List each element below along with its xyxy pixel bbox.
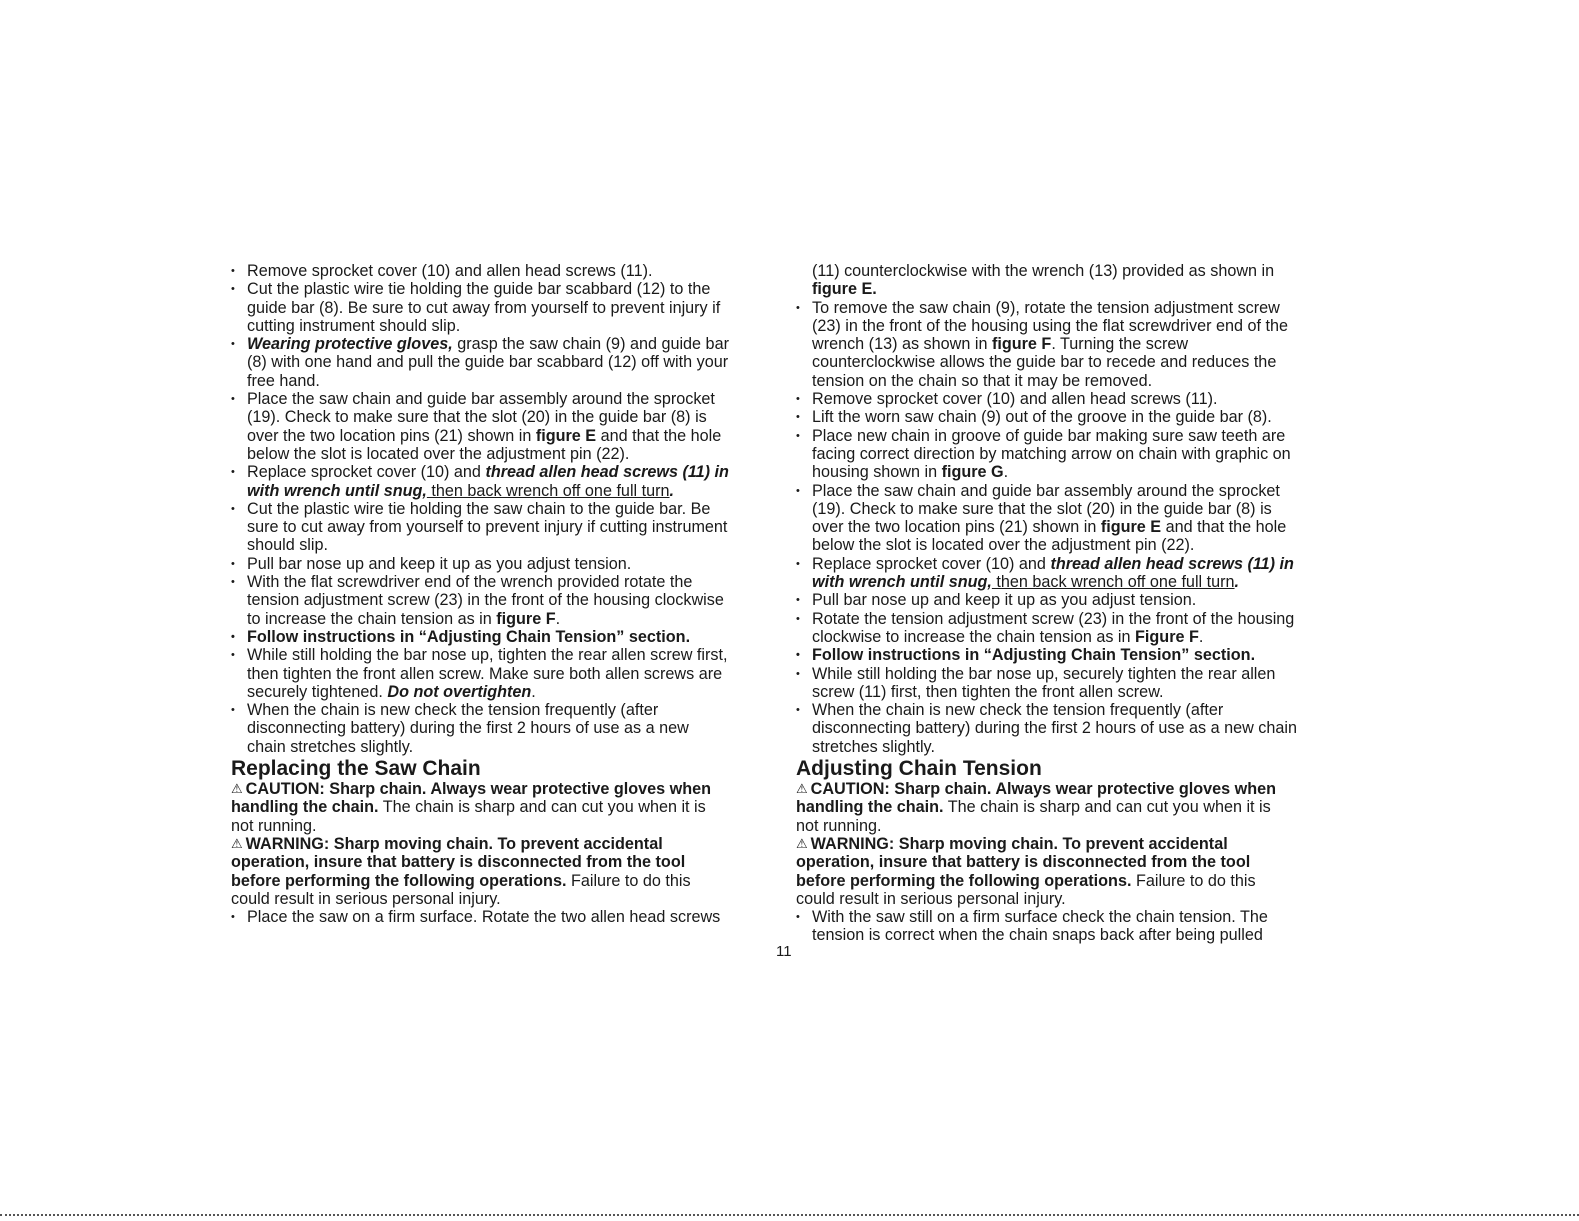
left-column <box>231 262 771 926</box>
list-item-continuation: wrench (13) as shown in figure F. Turning the screw <box>812 335 1189 354</box>
list-item: • Cut the plastic wire tie holding the guide bar scabbard (12) to the <box>231 280 771 298</box>
caution-line: not running. <box>231 816 317 835</box>
list-item: • When the chain is new check the tension frequently (after <box>231 701 771 719</box>
list-item: • Replace sprocket cover (10) and thread allen head screws (11) in <box>231 463 771 481</box>
list-item: • Place the saw chain and guide bar assembly around the sprocket <box>231 390 771 408</box>
list-item-continuation: cutting instrument should slip. <box>247 316 461 335</box>
warning-line: ⚠ WARNING: Sharp moving chain. To prevent accidental <box>796 834 1228 853</box>
list-item: • Place the saw on a firm surface. Rotate the two allen head screws <box>231 908 771 926</box>
list-item: • Place the saw chain and guide bar assembly around the sprocket <box>796 482 1341 500</box>
list-item-continuation: disconnecting battery) during the first 2 hours of use as a new chain <box>812 719 1298 738</box>
list-item: • Follow instructions in “Adjusting Chain Tension” section. <box>231 628 771 646</box>
warning-line: operation, insure that battery is disconnected from the tool <box>231 853 686 872</box>
list-item: • With the flat screwdriver end of the wrench provided rotate the <box>231 573 771 591</box>
warning-triangle-icon: ⚠ <box>231 835 243 851</box>
list-item-continuation: should slip. <box>247 536 328 555</box>
figure-ref: Figure F <box>1135 627 1199 646</box>
list-item-continuation: tension adjustment screw (23) in the front of the housing clockwise <box>247 591 724 610</box>
list-item-continuation: below the slot is located over the adjustment pin (22). <box>247 444 630 463</box>
warning-line: ⚠ WARNING: Sharp moving chain. To prevent accidental <box>231 834 663 853</box>
list-item-continuation: screw (11) first, then tighten the front allen screw. <box>812 682 1164 701</box>
list-item: • While still holding the bar nose up, securely tighten the rear allen <box>796 665 1341 683</box>
list-item: • Remove sprocket cover (10) and allen head screws (11). <box>796 390 1341 408</box>
section-heading: Adjusting Chain Tension <box>796 757 1042 781</box>
list-item-continuation: with wrench until snug, then back wrench off one full turn. <box>812 573 1240 592</box>
page-number: 11 <box>776 943 792 960</box>
figure-ref: figure E. <box>812 280 877 299</box>
list-item-continuation: over the two location pins (21) shown in figure E and that the hole <box>812 518 1287 537</box>
list-item: • Lift the worn saw chain (9) out of the groove in the guide bar (8). <box>796 408 1341 426</box>
emphasis-text: Do not overtighten <box>387 682 532 701</box>
caution-line: ⚠ CAUTION: Sharp chain. Always wear protective gloves when <box>231 780 712 799</box>
list-item-continuation: housing shown in figure G. <box>812 463 1009 482</box>
warning-triangle-icon: ⚠ <box>796 781 808 797</box>
emphasis-text: with wrench until snug, <box>812 573 992 592</box>
scan-edge-divider <box>0 1214 1579 1216</box>
list-item-continuation: clockwise to increase the chain tension as in Figure F. <box>812 627 1204 646</box>
list-item-continuation: to increase the chain tension as in figure F. <box>247 609 561 628</box>
list-item: • Pull bar nose up and keep it up as you adjust tension. <box>231 555 771 573</box>
list-item: • Wearing protective gloves, grasp the saw chain (9) and guide bar <box>231 335 771 353</box>
list-item: • While still holding the bar nose up, tighten the rear allen screw first, <box>231 646 771 664</box>
list-item: • Pull bar nose up and keep it up as you adjust tension. <box>796 591 1341 609</box>
list-item-continuation: (19). Check to make sure that the slot (20) in the guide bar (8) is <box>812 499 1272 518</box>
list-item-continuation: disconnecting battery) during the first 2 hours of use as a new <box>247 719 689 738</box>
figure-ref: figure F <box>991 335 1052 354</box>
list-item-continuation: free hand. <box>247 371 320 390</box>
list-item: • Rotate the tension adjustment screw (23) in the front of the housing <box>796 610 1341 628</box>
emphasis-text: Wearing protective gloves, <box>247 335 453 354</box>
caution-line: handling the chain. The chain is sharp and can cut you when it is <box>231 798 706 817</box>
warning-triangle-icon: ⚠ <box>231 781 243 797</box>
list-item: • To remove the saw chain (9), rotate the tension adjustment screw <box>796 299 1341 317</box>
list-item: • Place new chain in groove of guide bar making sure saw teeth are <box>796 427 1341 445</box>
list-item-continuation: (8) with one hand and pull the guide bar scabbard (12) off with your <box>247 353 729 372</box>
figure-ref: figure E <box>1100 518 1162 537</box>
list-item-continuation: facing correct direction by matching arrow on chain with graphic on <box>812 444 1291 463</box>
list-item-continuation: tension on the chain so that it may be removed. <box>812 371 1153 390</box>
list-item: • Remove sprocket cover (10) and allen head screws (11). <box>231 262 771 280</box>
list-item-continuation: (23) in the front of the housing using the flat screwdriver end of the <box>812 316 1289 335</box>
right-column <box>796 262 1341 945</box>
list-item: • Replace sprocket cover (10) and thread allen head screws (11) in <box>796 555 1341 573</box>
list-item-continuation: then tighten the front allen screw. Make sure both allen screws are <box>247 664 723 683</box>
emphasis-text: with wrench until snug, <box>247 481 427 500</box>
warning-line: before performing the following operations. Failure to do this <box>796 871 1256 890</box>
warning-line: could result in serious personal injury. <box>231 889 501 908</box>
list-item-continuation: (19). Check to make sure that the slot (20) in the guide bar (8) is <box>247 408 707 427</box>
list-item-continuation: with wrench until snug, then back wrench off one full turn. <box>247 481 675 500</box>
list-item-continuation: securely tightened. Do not overtighten. <box>247 682 536 701</box>
figure-ref: figure F <box>496 609 556 628</box>
caution-line: ⚠ CAUTION: Sharp chain. Always wear protective gloves when <box>796 780 1277 799</box>
list-item-continuation: guide bar (8). Be sure to cut away from yourself to prevent injury if <box>247 298 721 317</box>
figure-ref: figure G <box>941 463 1004 482</box>
list-item-continuation: (11) counterclockwise with the wrench (13) provided as shown in <box>812 262 1275 280</box>
warning-line: operation, insure that battery is disconnected from the tool <box>796 853 1251 872</box>
list-item-continuation: sure to cut away from yourself to prevent injury if cutting instrument <box>247 518 728 537</box>
emphasis-text: thread allen head screws (11) in <box>1050 554 1294 573</box>
list-item-continuation: over the two location pins (21) shown in figure E and that the hole <box>247 426 722 445</box>
list-item: • When the chain is new check the tension frequently (after <box>796 701 1341 719</box>
list-item-continuation: tension is correct when the chain snaps back after being pulled <box>812 926 1263 945</box>
warning-line: could result in serious personal injury. <box>796 889 1066 908</box>
emphasis-text: thread allen head screws (11) in <box>485 463 729 482</box>
list-item-continuation: chain stretches slightly. <box>247 737 414 756</box>
warning-line: before performing the following operations. Failure to do this <box>231 871 691 890</box>
list-item-continuation: below the slot is located over the adjustment pin (22). <box>812 536 1195 555</box>
list-item-continuation: counterclockwise allows the guide bar to recede and reduces the <box>812 353 1277 372</box>
caution-line: not running. <box>796 816 882 835</box>
underlined-text: then back wrench off one full turn <box>426 481 670 500</box>
list-item: • With the saw still on a firm surface check the chain tension. The <box>796 908 1341 926</box>
underlined-text: then back wrench off one full turn <box>991 573 1235 592</box>
figure-ref: figure E <box>535 426 597 445</box>
list-item: • Cut the plastic wire tie holding the saw chain to the guide bar. Be <box>231 500 771 518</box>
list-item-continuation: stretches slightly. <box>812 737 935 756</box>
list-item: • Follow instructions in “Adjusting Chain Tension” section. <box>796 646 1341 664</box>
warning-triangle-icon: ⚠ <box>796 835 808 851</box>
caution-line: handling the chain. The chain is sharp and can cut you when it is <box>796 798 1271 817</box>
section-heading: Replacing the Saw Chain <box>231 757 481 781</box>
